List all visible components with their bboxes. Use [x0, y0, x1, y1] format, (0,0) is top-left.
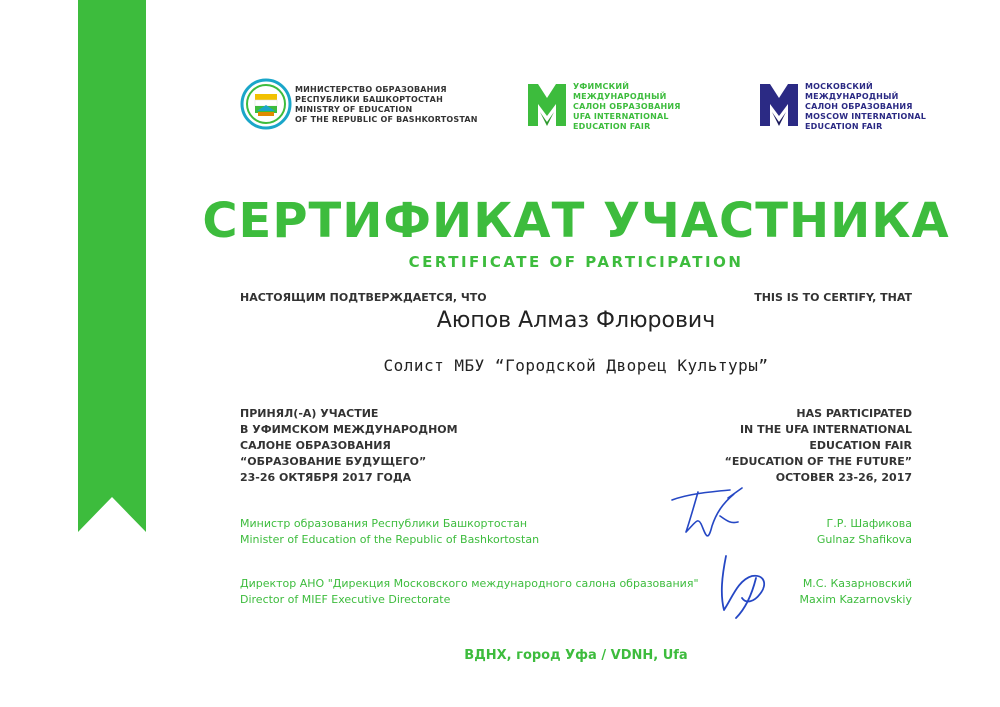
certificate-title: СЕРТИФИКАТ УЧАСТНИКА — [202, 193, 950, 249]
ufa-fair-m-icon — [526, 82, 568, 128]
moscow-logo-line: MOSCOW INTERNATIONAL — [805, 112, 927, 121]
ministry-logo-line: МИНИСТЕРСТВО ОБРАЗОВАНИЯ — [295, 85, 447, 94]
green-ribbon — [0, 0, 200, 707]
participation-line-ru: ПРИНЯЛ(-А) УЧАСТИЕ — [240, 407, 379, 420]
participation-line-ru: 23-26 ОКТЯБРЯ 2017 ГОДА — [240, 471, 412, 484]
recipient-role: Солист МБУ “Городской Дворец Культуры” — [383, 356, 769, 375]
moscow-fair-m-icon — [758, 82, 800, 128]
director-signature — [712, 550, 782, 622]
ministry-logo-line: OF THE REPUBLIC OF BASHKORTOSTAN — [295, 115, 478, 124]
recipient-name: Аюпов Алмаз Флюрович — [436, 308, 716, 333]
minister-name-ru: Г.Р. Шафикова — [826, 517, 912, 530]
moscow-fair-logo-text — [805, 82, 926, 132]
participation-line-en: IN THE UFA INTERNATIONAL — [739, 423, 912, 436]
minister-position-ru: Министр образования Республики Башкортостан — [240, 517, 528, 530]
ufa-logo-line: САЛОН ОБРАЗОВАНИЯ — [573, 102, 681, 111]
participation-line-en: “EDUCATION OF THE FUTURE” — [724, 455, 912, 468]
minister-position — [240, 516, 539, 548]
ministry-emblem-icon — [240, 78, 292, 130]
participation-line-ru: “ОБРАЗОВАНИЕ БУДУЩЕГО” — [240, 455, 427, 468]
ufa-logo-line: УФИМСКИЙ — [573, 82, 630, 91]
minister-name-en: Gulnaz Shafikova — [816, 533, 912, 546]
ministry-logo-text — [295, 85, 478, 125]
participation-line-ru: В УФИМСКОМ МЕЖДУНАРОДНОМ — [240, 423, 458, 436]
certify-label-en: THIS IS TO CERTIFY, THAT — [754, 291, 912, 304]
venue-text: ВДНХ, город Уфа / VDNH, Ufa — [464, 648, 688, 663]
moscow-logo-line: EDUCATION FAIR — [805, 122, 883, 131]
director-name — [800, 576, 913, 608]
director-position-en: Director of MIEF Executive Directorate — [240, 593, 451, 606]
minister-name — [817, 516, 912, 548]
director-name-en: Maxim Kazarnovskiy — [799, 593, 912, 606]
director-name-ru: М.С. Казарновский — [802, 577, 912, 590]
certificate-subtitle: CERTIFICATE OF PARTICIPATION — [408, 253, 744, 271]
participation-text-en — [725, 406, 912, 486]
participation-line-en: EDUCATION FAIR — [809, 439, 912, 452]
ministry-logo-line: MINISTRY OF EDUCATION — [295, 105, 413, 114]
participation-text-ru — [240, 406, 458, 486]
moscow-logo-line: САЛОН ОБРАЗОВАНИЯ — [805, 102, 913, 111]
ufa-logo-line: UFA INTERNATIONAL — [573, 112, 669, 121]
director-position — [240, 576, 699, 608]
participation-line-ru: САЛОНЕ ОБРАЗОВАНИЯ — [240, 439, 391, 452]
participation-line-en: HAS PARTICIPATED — [796, 407, 912, 420]
participation-line-en: OCTOBER 23-26, 2017 — [775, 471, 912, 484]
director-position-ru: Директор АНО "Дирекция Московского международного салона образования" — [240, 577, 699, 590]
minister-position-en: Minister of Education of the Republic of Bashkortostan — [240, 533, 540, 546]
certify-label-ru: НАСТОЯЩИМ ПОДТВЕРЖДАЕТСЯ, ЧТО — [240, 291, 487, 304]
ufa-fair-logo-text — [573, 82, 681, 132]
ufa-logo-line: EDUCATION FAIR — [573, 122, 651, 131]
ufa-logo-line: МЕЖДУНАРОДНЫЙ — [573, 92, 667, 101]
minister-signature — [668, 486, 758, 554]
moscow-logo-line: МОСКОВСКИЙ — [805, 82, 873, 91]
ministry-logo-line: РЕСПУБЛИКИ БАШКОРТОСТАН — [295, 95, 443, 104]
moscow-logo-line: МЕЖДУНАРОДНЫЙ — [805, 92, 899, 101]
